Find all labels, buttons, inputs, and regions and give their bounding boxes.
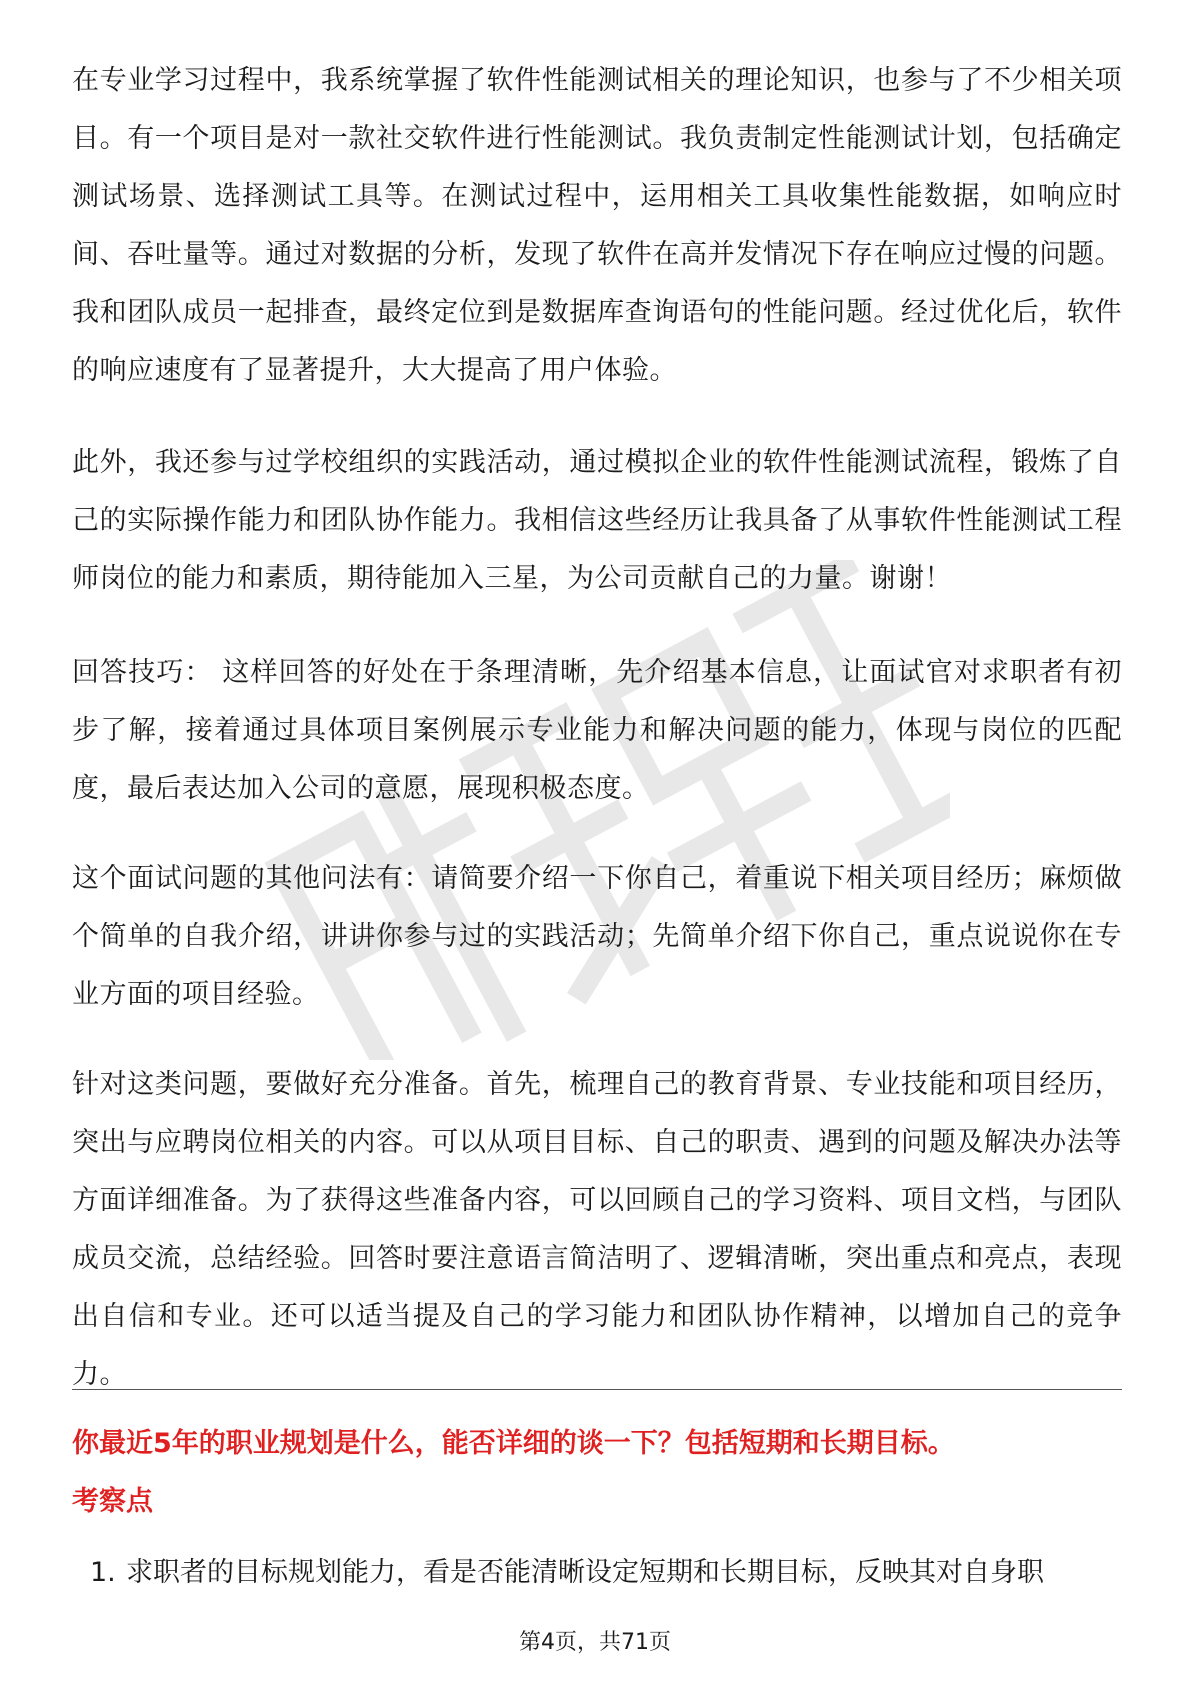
paragraph-alternative-questions: 这个面试问题的其他问法有：请简要介绍一下你自己，着重说下相关项目经历；麻烦做个简单的自我介绍，讲讲你参与过的实践活动；先简单介绍下你自己，重点说说你在专业方面的项目经验。	[72, 863, 1122, 1010]
assessment-points-heading: 考察点	[72, 1486, 153, 1517]
paragraph-project-experience: 在专业学习过程中，我系统掌握了软件性能测试相关的理论知识，也参与了不少相关项目。有一个项目是对一款社交软件进行性能测试。我负责制定性能测试计划，包括确定测试场景、选择测试工具等。在测试过程中，运用相关工具收集性能数据，如响应时间、吞吐量等。通过对数据的分析，发现了软件在高并发情况下存在响应过慢的问题。我和团队成员一起排查，最终定位到是数据库查询语句的性能问题。经过优化后，软件的响应速度有了显著提升，大大提高了用户体验。	[72, 65, 1122, 386]
list-item-number: 1.	[90, 1557, 116, 1588]
list-item-text: 求职者的目标规划能力，看是否能清晰设定短期和长期目标，反映其对自身职	[126, 1557, 1044, 1588]
paragraph-preparation-advice: 针对这类问题，要做好充分准备。首先，梳理自己的教育背景、专业技能和项目经历，突出与应聘岗位相关的内容。可以从项目目标、自己的职责、遇到的问题及解决办法等方面详细准备。为了获得这些准备内容，可以回顾自己的学习资料、项目文档，与团队成员交流，总结经验。回答时要注意语言简洁明了、逻辑清晰，突出重点和亮点，表现出自信和专业。还可以适当提及自己的学习能力和团队协作精神，以增加自己的竞争力。	[72, 1069, 1122, 1390]
section-divider	[72, 1389, 1122, 1390]
list-item	[90, 1555, 1122, 1591]
page-footer: 第4页，共71页	[519, 1630, 671, 1655]
paragraph-answer-tips: 回答技巧： 这样回答的好处在于条理清晰，先介绍基本信息，让面试官对求职者有初步了解，接着通过具体项目案例展示专业能力和解决问题的能力，体现与岗位的匹配度，最后表达加入公司的意愿，展现积极态度。	[72, 657, 1122, 804]
paragraph-practice-activities: 此外，我还参与过学校组织的实践活动，通过模拟企业的软件性能测试流程，锻炼了自己的实际操作能力和团队协作能力。我相信这些经历让我具备了从事软件性能测试工程师岗位的能力和素质，期待能加入三星，为公司贡献自己的力量。谢谢！	[72, 447, 1122, 594]
interview-question-heading: 你最近5年的职业规划是什么，能否详细的谈一下？包括短期和长期目标。	[72, 1428, 955, 1459]
